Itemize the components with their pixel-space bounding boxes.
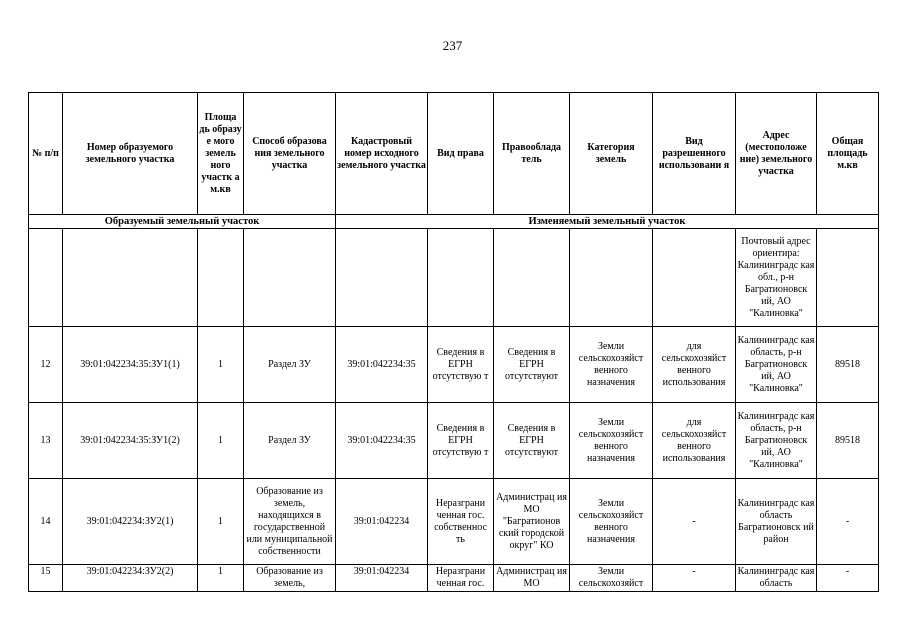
section-header-row [29, 215, 879, 229]
cell-right: Неразграни ченная гос. [428, 565, 494, 592]
cell-num: 12 [29, 327, 63, 403]
section-changed-plot: Изменяемый земельный участок [336, 215, 879, 229]
cell-area: 1 [198, 403, 244, 479]
cell-cadastral: 39:01:042234 [336, 479, 428, 565]
cell-total: - [817, 565, 879, 592]
column-header: Вид разрешенного использовани я [653, 93, 736, 215]
column-header: Кадастровый номер исходного земельного участка [336, 93, 428, 215]
cell-right: Сведения в ЕГРН отсутствую т [428, 327, 494, 403]
column-header: Адрес (местоположе ние) земельного участка [736, 93, 817, 215]
cell-address: Почтовый адрес ориентира: Калининградс кая обл., р-н Багратионовск ий, АО "Калиновка" [736, 229, 817, 327]
cell-holder: Администрац ия МО [494, 565, 570, 592]
column-header: Общая площадь м.кв [817, 93, 879, 215]
cell-holder: Сведения в ЕГРН отсутствуют [494, 327, 570, 403]
cell-category: Земли сельскохозяйст венного назначения [570, 327, 653, 403]
cell-right: Неразграни ченная гос. собственнос ть [428, 479, 494, 565]
cell-cadastral: 39:01:042234:35 [336, 403, 428, 479]
column-header: № п/п [29, 93, 63, 215]
cell-holder [494, 229, 570, 327]
column-header: Правооблада тель [494, 93, 570, 215]
cell-plot: 39:01:042234:35:ЗУ1(2) [63, 403, 198, 479]
cell-total: 89518 [817, 403, 879, 479]
cell-plot [63, 229, 198, 327]
column-header: Площа дь образу е мого земель ного участк а м.кв [198, 93, 244, 215]
cell-plot: 39:01:042234:ЗУ2(2) [63, 565, 198, 592]
cell-area: 1 [198, 327, 244, 403]
column-header: Вид права [428, 93, 494, 215]
table-header-row [29, 93, 879, 215]
cell-plot: 39:01:042234:35:ЗУ1(1) [63, 327, 198, 403]
cell-method: Раздел ЗУ [244, 327, 336, 403]
table-row [29, 403, 879, 479]
table-row [29, 565, 879, 592]
cell-use [653, 229, 736, 327]
cell-cadastral: 39:01:042234 [336, 565, 428, 592]
cell-num: 13 [29, 403, 63, 479]
cell-use: - [653, 565, 736, 592]
cell-right [428, 229, 494, 327]
cell-category: Земли сельскохозяйст венного назначения [570, 479, 653, 565]
cell-area: 1 [198, 565, 244, 592]
cell-use: для сельскохозяйст венного использования [653, 403, 736, 479]
cell-method: Образование из земель, [244, 565, 336, 592]
cell-category: Земли сельскохозяйст венного назначения [570, 403, 653, 479]
cell-method [244, 229, 336, 327]
cell-area: 1 [198, 479, 244, 565]
table-row [29, 479, 879, 565]
cell-address: Калининградс кая область, р-н Багратионовск ий, АО "Калиновка" [736, 403, 817, 479]
cell-method: Раздел ЗУ [244, 403, 336, 479]
cell-num: 15 [29, 565, 63, 592]
page-number: 237 [442, 38, 463, 53]
column-header: Способ образова ния земельного участка [244, 93, 336, 215]
cell-category [570, 229, 653, 327]
cell-holder: Администрац ия МО "Багратионов ский городской округ" КО [494, 479, 570, 565]
cell-plot: 39:01:042234:ЗУ2(1) [63, 479, 198, 565]
land-plots-table [28, 92, 879, 592]
cell-use: для сельскохозяйст венного использования [653, 327, 736, 403]
cell-category: Земли сельскохозяйст [570, 565, 653, 592]
cell-address: Калининградс кая область Багратионовск ий район [736, 479, 817, 565]
section-formed-plot: Образуемый земельный участок [29, 215, 336, 229]
cell-total [817, 229, 879, 327]
cell-method: Образование из земель, находящихся в государственной или муниципальной собственности [244, 479, 336, 565]
cell-total: 89518 [817, 327, 879, 403]
table-row [29, 327, 879, 403]
cell-area [198, 229, 244, 327]
cell-use: - [653, 479, 736, 565]
column-header: Категория земель [570, 93, 653, 215]
cell-cadastral [336, 229, 428, 327]
column-header: Номер образуемого земельного участка [63, 93, 198, 215]
cell-address: Калининградс кая область [736, 565, 817, 592]
cell-num: 14 [29, 479, 63, 565]
cell-num [29, 229, 63, 327]
cell-holder: Сведения в ЕГРН отсутствуют [494, 403, 570, 479]
cell-address: Калининградс кая область, р-н Багратионовск ий, АО "Калиновка" [736, 327, 817, 403]
table-row [29, 229, 879, 327]
cell-right: Сведения в ЕГРН отсутствую т [428, 403, 494, 479]
cell-cadastral: 39:01:042234:35 [336, 327, 428, 403]
cell-total: - [817, 479, 879, 565]
